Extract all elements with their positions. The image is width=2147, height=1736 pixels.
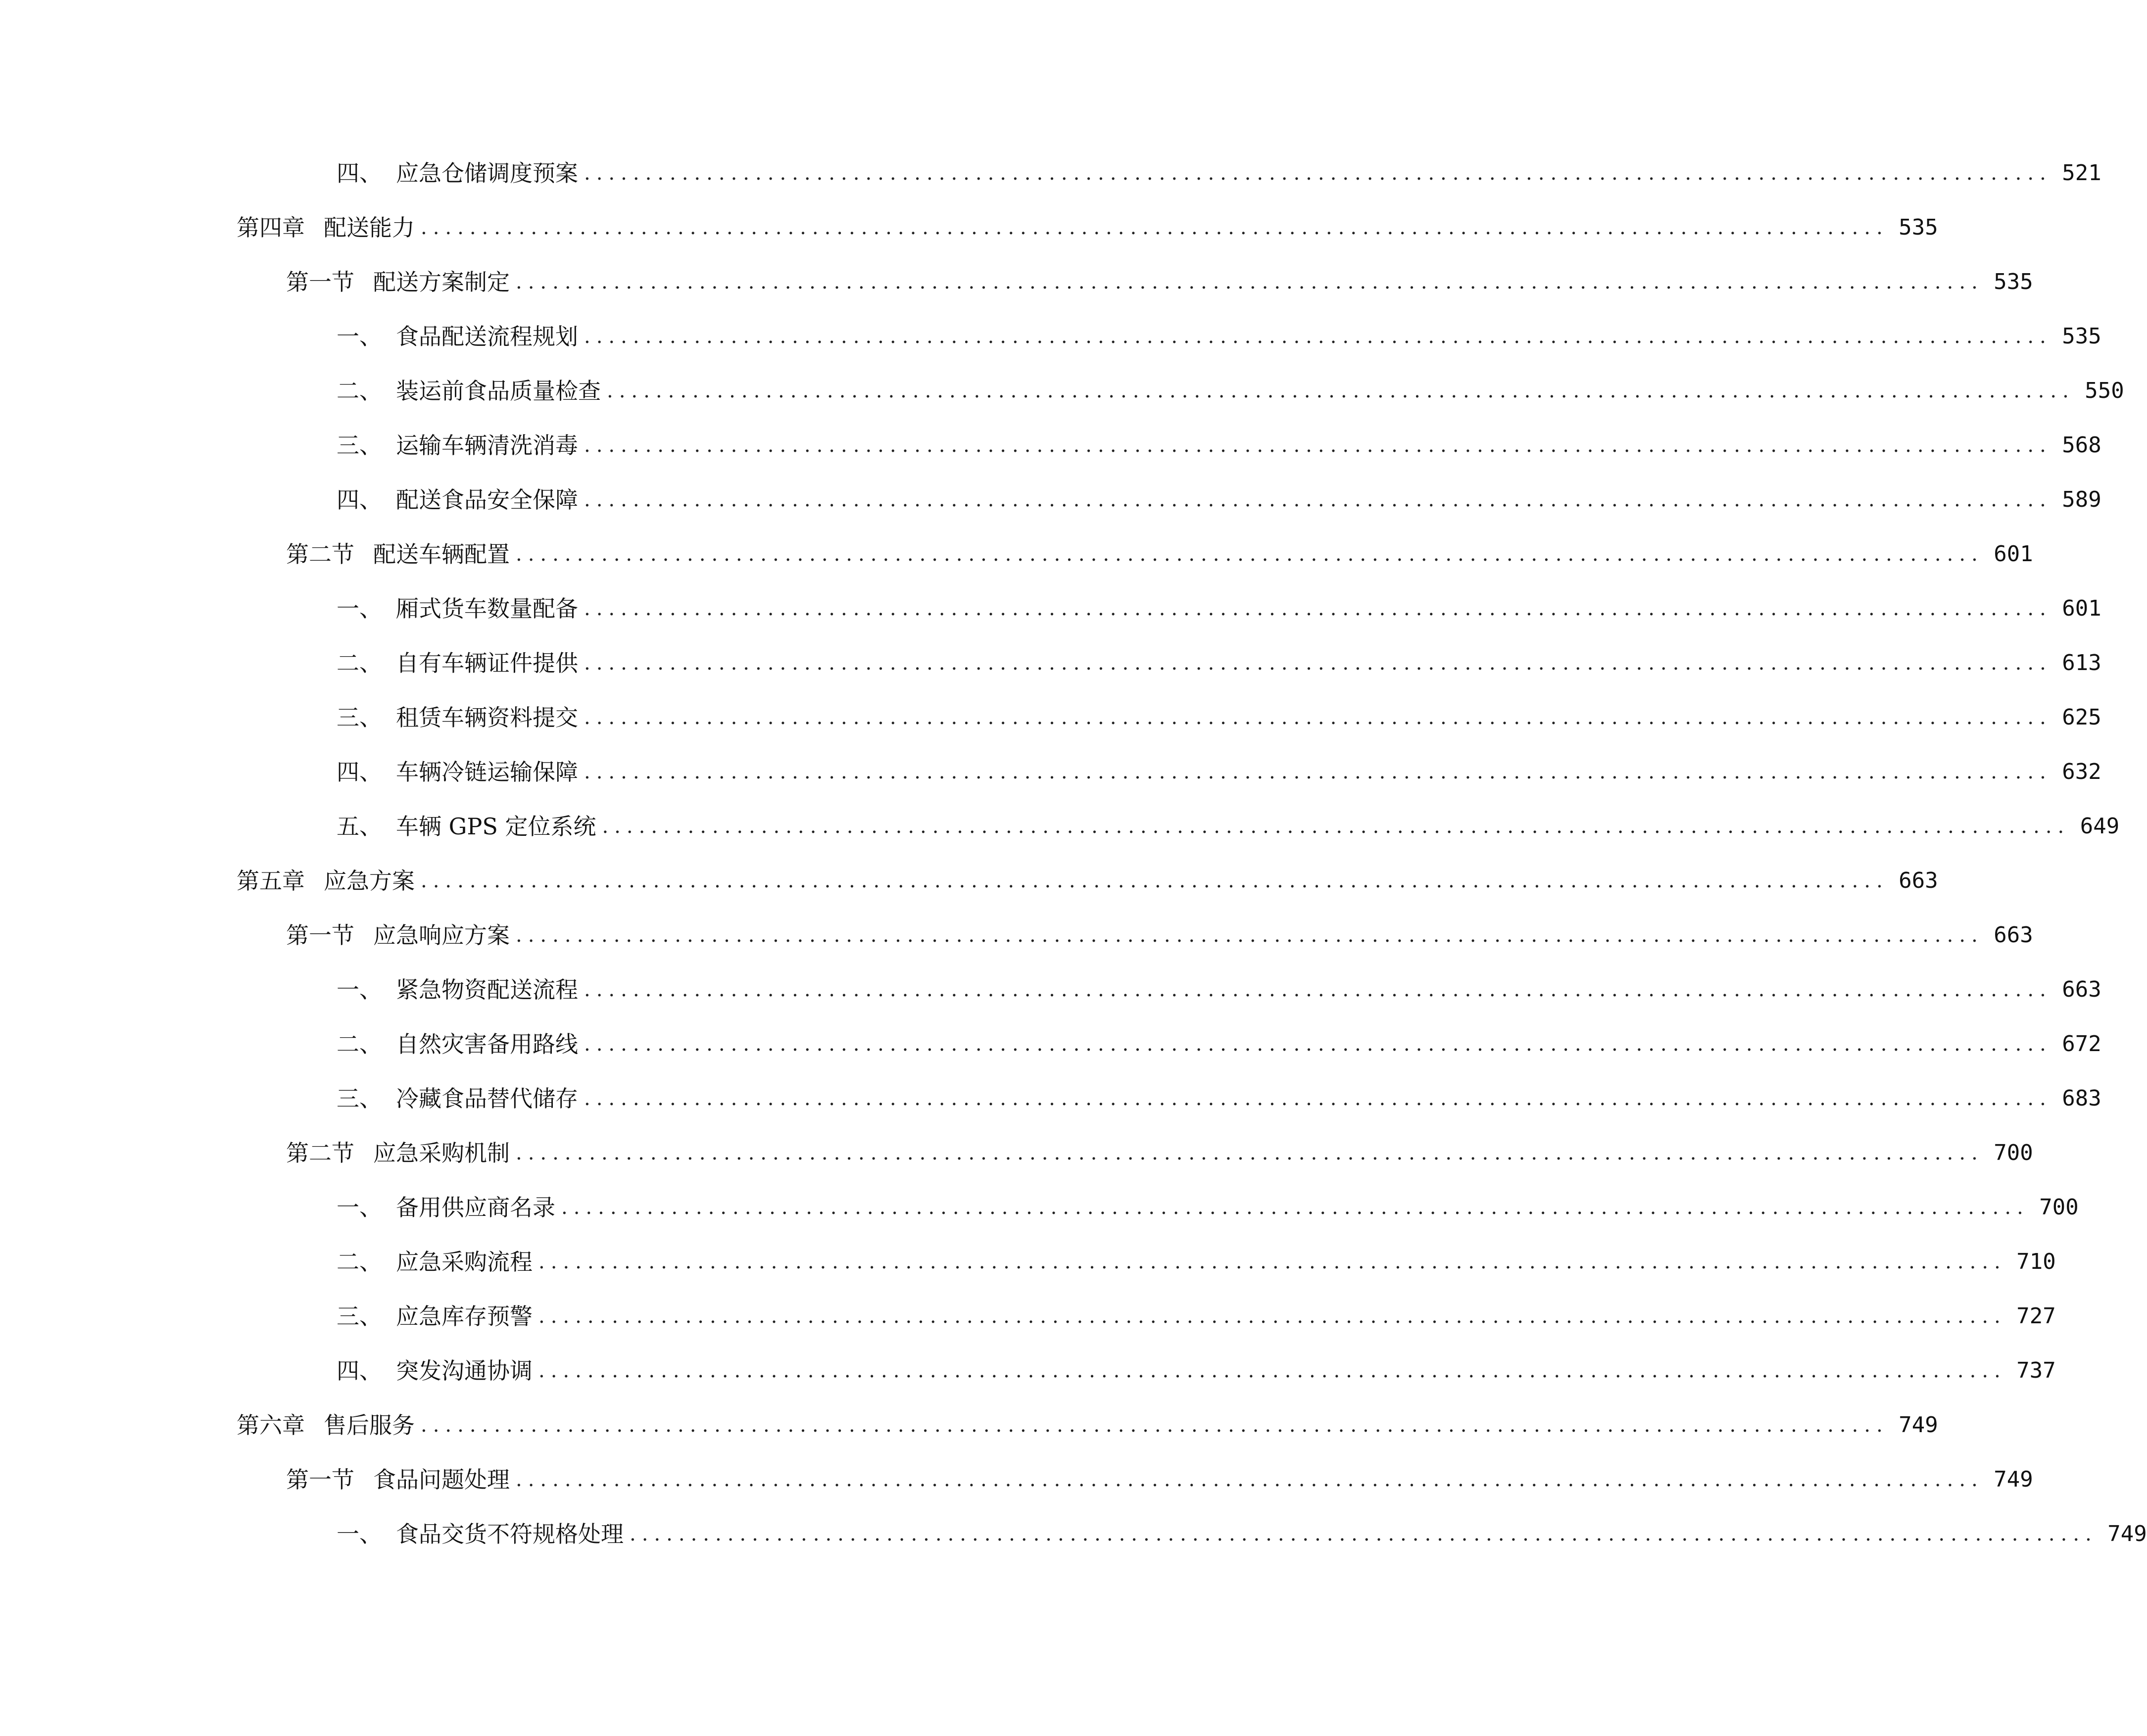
toc-page-number: 749	[1899, 1412, 1938, 1438]
toc-entry-number: 一、	[337, 1194, 382, 1221]
toc-entry[interactable]	[337, 1297, 2056, 1336]
toc-page-number: 663	[1994, 922, 2033, 948]
toc-entry-title: 应急库存预警	[396, 1303, 533, 1330]
toc-leader-dots: ........................................................................................................................	[516, 1468, 1984, 1491]
toc-entry[interactable]	[237, 208, 1938, 247]
toc-entry[interactable]	[337, 153, 2101, 193]
toc-entry-title: 应急采购流程	[396, 1249, 533, 1275]
toc-entry-title: 食品交货不符规格处理	[396, 1521, 624, 1547]
toc-page-number: 535	[2062, 324, 2101, 349]
toc-entry[interactable]	[337, 807, 2120, 846]
toc-leader-dots: ........................................................................................................................	[561, 1196, 2029, 1219]
toc-page-number: 535	[1994, 269, 2033, 294]
toc-entry[interactable]	[337, 480, 2101, 520]
toc-entry-number: 第一节	[286, 269, 354, 295]
toc-leader-dots: ........................................................................................................................	[421, 1414, 1889, 1437]
toc-page-number: 683	[2062, 1086, 2101, 1111]
toc-entry-number: 四、	[337, 759, 382, 785]
toc-entry[interactable]	[337, 589, 2101, 628]
toc-page-number: 613	[2062, 650, 2101, 675]
toc-leader-dots: ........................................................................................................................	[421, 869, 1889, 892]
toc-entry-title: 紧急物资配送流程	[396, 976, 578, 1003]
toc-entry-title: 配送车辆配置	[373, 541, 510, 568]
toc-entry[interactable]	[337, 698, 2101, 737]
toc-entry-title: 配送食品安全保障	[396, 486, 578, 513]
toc-entry[interactable]	[286, 916, 2033, 955]
toc-page-number: 663	[1899, 868, 1938, 893]
toc-entry-title: 食品问题处理	[373, 1466, 510, 1493]
toc-page-number: 700	[1994, 1140, 2033, 1165]
toc-leader-dots: ........................................................................................................................	[516, 924, 1984, 947]
toc-leader-dots: ........................................................................................................................	[584, 162, 2052, 185]
toc-page-number: 710	[2016, 1249, 2056, 1274]
toc-leader-dots: ........................................................................................................................	[584, 1033, 2052, 1056]
toc-leader-dots: ........................................................................................................................	[516, 271, 1984, 293]
toc-leader-dots: ........................................................................................................................	[584, 978, 2052, 1001]
toc-entry-number: 四、	[337, 486, 382, 513]
toc-entry[interactable]	[237, 861, 1938, 901]
toc-entry-number: 第四章	[237, 214, 305, 241]
toc-entry[interactable]	[286, 1133, 2033, 1173]
toc-entry[interactable]	[337, 1242, 2056, 1282]
toc-entry-number: 四、	[337, 1357, 382, 1384]
toc-entry[interactable]	[337, 1188, 2079, 1227]
toc-entry-number: 二、	[337, 378, 382, 404]
toc-entry-title: 租赁车辆资料提交	[396, 704, 578, 731]
toc-entry-number: 第二节	[286, 1140, 354, 1166]
toc-page-number: 727	[2016, 1303, 2056, 1329]
toc-entry[interactable]	[337, 970, 2101, 1010]
toc-page-number: 535	[1899, 215, 1938, 240]
toc-entry-title: 应急响应方案	[373, 922, 510, 949]
toc-page-number: 649	[2080, 814, 2120, 839]
toc-entry-title: 车辆冷链运输保障	[396, 759, 578, 785]
toc-leader-dots: ........................................................................................................................	[630, 1523, 2098, 1545]
toc-entry-number: 二、	[337, 1031, 382, 1058]
toc-entry-number: 三、	[337, 1303, 382, 1330]
toc-page-number: 749	[1994, 1467, 2033, 1492]
toc-entry-number: 第二节	[286, 541, 354, 568]
toc-entry[interactable]	[337, 1024, 2101, 1064]
toc-page-number: 625	[2062, 705, 2101, 730]
toc-leader-dots: ........................................................................................................................	[421, 216, 1889, 239]
toc-page-number: 700	[2039, 1195, 2079, 1220]
toc-leader-dots: ........................................................................................................................	[538, 1305, 2006, 1328]
toc-page-number: 601	[2062, 596, 2101, 621]
toc-entry-title: 突发沟通协调	[396, 1357, 533, 1384]
toc-leader-dots: ........................................................................................................................	[584, 434, 2052, 457]
toc-entry-number: 三、	[337, 1085, 382, 1112]
toc-entry-title: 自有车辆证件提供	[396, 650, 578, 676]
toc-entry-number: 二、	[337, 650, 382, 676]
toc-entry-number: 三、	[337, 432, 382, 459]
toc-page-number: 550	[2085, 378, 2124, 403]
toc-leader-dots: ........................................................................................................................	[584, 597, 2052, 620]
toc-entry-number: 三、	[337, 704, 382, 731]
toc-entry[interactable]	[337, 752, 2101, 792]
toc-page-number: 737	[2016, 1358, 2056, 1383]
toc-entry-title: 食品配送流程规划	[396, 323, 578, 350]
toc-entry-title: 备用供应商名录	[396, 1194, 555, 1221]
toc-entry-title: 车辆 GPS 定位系统	[396, 813, 596, 840]
toc-leader-dots: ........................................................................................................................	[607, 380, 2075, 402]
toc-leader-dots: ........................................................................................................................	[584, 761, 2052, 783]
toc-entry-number: 第五章	[237, 868, 305, 894]
toc-entry[interactable]	[237, 1405, 1938, 1445]
toc-entry-number: 一、	[337, 976, 382, 1003]
toc-page-number: 749	[2107, 1521, 2147, 1546]
toc-entry-number: 五、	[337, 813, 382, 840]
toc-entry[interactable]	[337, 317, 2101, 356]
toc-entry-number: 一、	[337, 1521, 382, 1547]
toc-page-number: 663	[2062, 977, 2101, 1002]
toc-entry-title: 厢式货车数量配备	[396, 595, 578, 622]
toc-entry-title: 售后服务	[324, 1412, 415, 1439]
toc-page-number: 632	[2062, 759, 2101, 784]
toc-entry[interactable]	[337, 371, 2124, 411]
toc-entry[interactable]	[337, 1514, 2147, 1554]
toc-entry-title: 应急仓储调度预案	[396, 160, 578, 187]
toc-page-number: 672	[2062, 1031, 2101, 1057]
toc-page-number: 589	[2062, 487, 2101, 512]
toc-entry[interactable]	[286, 1460, 2033, 1499]
toc-entry-number: 第一节	[286, 922, 354, 949]
toc-entry-number: 一、	[337, 323, 382, 350]
toc-page-number: 568	[2062, 433, 2101, 458]
toc-entry-title: 配送方案制定	[373, 269, 510, 295]
toc-entry[interactable]	[337, 426, 2101, 465]
toc-leader-dots: ........................................................................................................................	[538, 1251, 2006, 1273]
toc-page-number: 521	[2062, 160, 2101, 186]
toc-entry[interactable]	[286, 534, 2033, 574]
toc-leader-dots: ........................................................................................................................	[584, 652, 2052, 675]
toc-leader-dots: ........................................................................................................................	[584, 1087, 2052, 1110]
toc-entry-number: 四、	[337, 160, 382, 187]
toc-entry-number: 一、	[337, 595, 382, 622]
toc-leader-dots: ........................................................................................................................	[584, 488, 2052, 511]
toc-entry[interactable]	[337, 643, 2101, 683]
toc-entry-number: 第六章	[237, 1412, 305, 1439]
toc-entry-title: 装运前食品质量检查	[396, 378, 601, 404]
toc-entry-title: 配送能力	[324, 214, 415, 241]
toc-leader-dots: ........................................................................................................................	[602, 815, 2070, 838]
toc-leader-dots: ........................................................................................................................	[516, 543, 1984, 566]
toc-leader-dots: ........................................................................................................................	[584, 325, 2052, 348]
toc-entry[interactable]	[337, 1351, 2056, 1391]
toc-entry-number: 二、	[337, 1249, 382, 1275]
toc-entry-title: 自然灾害备用路线	[396, 1031, 578, 1058]
toc-entry-title: 应急方案	[324, 868, 415, 894]
toc-leader-dots: ........................................................................................................................	[538, 1359, 2006, 1382]
toc-entry-number: 第一节	[286, 1466, 354, 1493]
toc-leader-dots: ........................................................................................................................	[584, 706, 2052, 729]
toc-entry[interactable]	[286, 262, 2033, 302]
toc-entry[interactable]	[337, 1079, 2101, 1118]
toc-entry-title: 应急采购机制	[373, 1140, 510, 1166]
toc-entry-title: 冷藏食品替代储存	[396, 1085, 578, 1112]
toc-leader-dots: ........................................................................................................................	[516, 1142, 1984, 1164]
toc-page-number: 601	[1994, 541, 2033, 567]
toc-entry-title: 运输车辆清洗消毒	[396, 432, 578, 459]
